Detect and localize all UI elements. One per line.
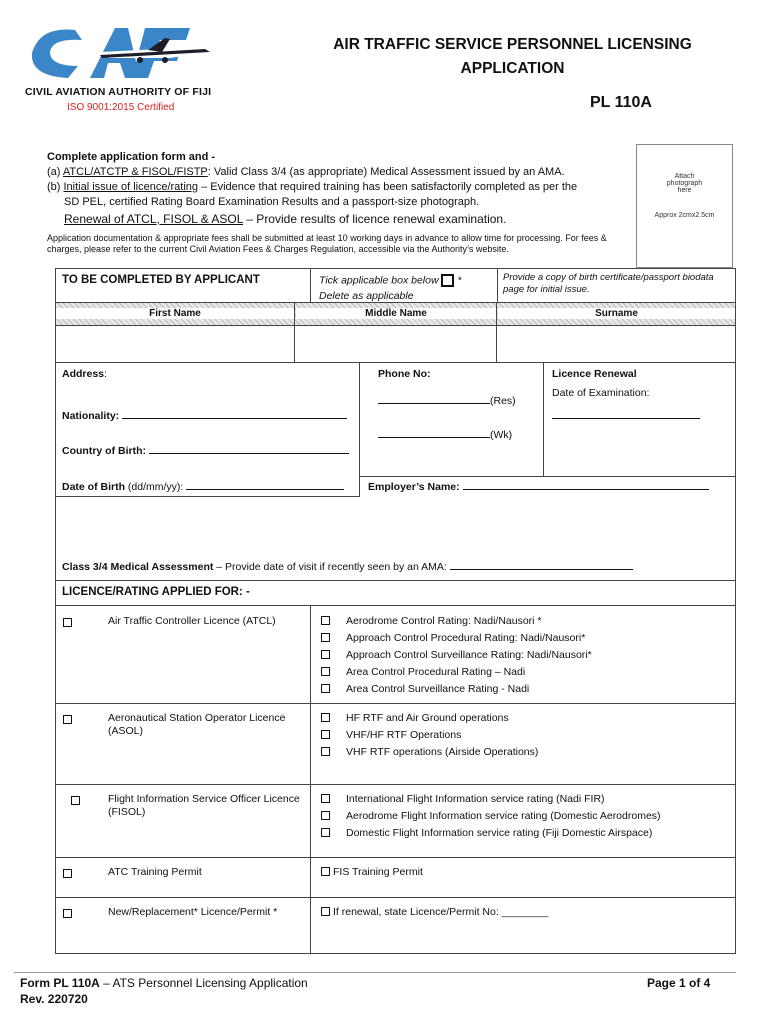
title-line-1: AIR TRAFFIC SERVICE PERSONNEL LICENSING [333, 36, 692, 53]
licence-checkbox[interactable] [63, 618, 72, 627]
rating-checkbox[interactable] [321, 650, 330, 659]
rating-label: FIS Training Permit [333, 866, 423, 878]
licence-name: Flight Information Service Officer Licence (FISOL) [108, 793, 300, 818]
licence-name: Air Traffic Controller Licence (ATCL) [108, 615, 276, 627]
licence-name: New/Replacement* Licence/Permit * [108, 906, 278, 918]
instructions-lead: Complete application form and - [47, 151, 216, 163]
surname-label: Surname [498, 308, 735, 319]
instructions [47, 150, 647, 227]
org-name: CIVIL AVIATION AUTHORITY OF FIJI [25, 86, 212, 98]
rating-label: International Flight Information service rating (Nadi FIR) [346, 793, 605, 805]
rating-label: Aerodrome Control Rating: Nadi/Nausori * [346, 615, 542, 627]
footer-rev: Rev. 220720 [20, 992, 88, 1006]
licence-checkbox[interactable] [63, 715, 72, 724]
rating-checkbox[interactable] [321, 633, 330, 642]
phone-res-input[interactable] [378, 403, 490, 404]
first-name-label: First Name [56, 308, 294, 319]
licence-checkbox[interactable] [63, 909, 72, 918]
rating-label: Area Control Surveillance Rating - Nadi [346, 683, 530, 695]
rating-checkbox[interactable] [321, 828, 330, 837]
rating-checkbox[interactable] [321, 867, 330, 876]
rating-checkbox[interactable] [321, 713, 330, 722]
country-label: Country of Birth: [62, 445, 349, 457]
medical-row: Class 3/4 Medical Assessment – Provide date of visit if recently seen by an AMA: [62, 561, 633, 573]
page-title [290, 33, 735, 81]
rating-checkbox[interactable] [321, 684, 330, 693]
form-number: PL 110A [590, 94, 652, 111]
tick-checkbox[interactable] [441, 274, 454, 287]
title-line-2: APPLICATION [460, 60, 565, 77]
fees-note: Application documentation & appropriate fees shall be submitted at least 10 working days in advance to allow time for processing. For fees & charges, please refer to the current Civil Aviation Fees & Charges Regulation, accessible via the Authority’s website. [47, 233, 607, 254]
nationality-label: Nationality: [62, 410, 347, 422]
rating-checkbox[interactable] [321, 794, 330, 803]
iso-certification: ISO 9001:2015 Certified [67, 102, 175, 113]
middle-name-label: Middle Name [296, 308, 496, 319]
rating-label: If renewal, state Licence/Permit No: ________ [333, 906, 549, 918]
country-input[interactable] [149, 453, 349, 454]
rating-checkbox[interactable] [321, 747, 330, 756]
address-label: Address: [62, 368, 107, 380]
logo [20, 8, 230, 88]
rating-checkbox[interactable] [321, 730, 330, 739]
phone-res: (Res) [378, 395, 516, 407]
delete-note: Delete as applicable [319, 290, 414, 302]
rating-checkbox[interactable] [321, 907, 330, 916]
exam-date-label: Date of Examination: [552, 387, 650, 399]
footer-form: Form PL 110A – ATS Personnel Licensing Application [20, 976, 308, 990]
dob-input[interactable] [186, 489, 344, 490]
first-name-input[interactable] [57, 325, 293, 361]
surname-input[interactable] [498, 325, 734, 361]
phone-wk-input[interactable] [378, 437, 490, 438]
middle-name-input[interactable] [296, 325, 495, 361]
applicant-heading: TO BE COMPLETED BY APPLICANT [62, 274, 260, 286]
tick-instruction: Tick applicable box below * [319, 274, 462, 287]
page-number: Page 1 of 4 [647, 976, 711, 990]
instruction-renewal: Renewal of ATCL, FISOL & ASOL – Provide results of licence renewal examination. [64, 212, 507, 226]
licence-name: Aeronautical Station Operator Licence (ASOL) [108, 712, 286, 737]
rating-checkbox[interactable] [321, 667, 330, 676]
rating-label: Approach Control Procedural Rating: Nadi/Nausori* [346, 632, 586, 644]
rating-label: Domestic Flight Information service rating (Fiji Domestic Airspace) [346, 827, 653, 839]
licence-renewal-label: Licence Renewal [552, 368, 637, 380]
employer-label: Employer’s Name: [368, 481, 709, 493]
birth-note: Provide a copy of birth certificate/passport biodata page for initial issue. [503, 272, 714, 295]
rating-checkbox[interactable] [321, 616, 330, 625]
rating-label: Area Control Procedural Rating – Nadi [346, 666, 526, 678]
licence-heading: LICENCE/RATING APPLIED FOR: - [62, 586, 250, 598]
phone-label: Phone No: [378, 368, 431, 380]
rating-label: Approach Control Surveillance Rating: Nadi/Nausori* [346, 649, 592, 661]
photo-box: Attach photograph here Approx 2cmx2.5cm [636, 144, 733, 268]
employer-input[interactable] [463, 489, 709, 490]
licence-name: ATC Training Permit [108, 866, 202, 878]
phone-wk: (Wk) [378, 429, 512, 441]
medical-date-input[interactable] [450, 569, 633, 570]
dob-label: Date of Birth (dd/mm/yy): [62, 481, 344, 493]
instruction-a: (a) ATCL/ATCTP & FISOL/FISTP: Valid Class 3/4 (as appropriate) Medical Assessment issued by an AMA. [47, 166, 565, 178]
instruction-b-cont: SD PEL, certified Rating Board Examination Results and a passport-size photograph. [64, 196, 480, 208]
instruction-b: (b) Initial issue of licence/rating – Evidence that required training has been satisfactorily completed as per the [47, 181, 578, 193]
rating-label: VHF/HF RTF Operations [346, 729, 462, 741]
rating-label: VHF RTF operations (Airside Operations) [346, 746, 539, 758]
licence-checkbox[interactable] [71, 796, 80, 805]
licence-checkbox[interactable] [63, 869, 72, 878]
caaf-logo-graphic [20, 8, 230, 88]
exam-date-input[interactable] [552, 418, 700, 419]
nationality-input[interactable] [122, 418, 347, 419]
rating-label: HF RTF and Air Ground operations [346, 712, 509, 724]
rating-checkbox[interactable] [321, 811, 330, 820]
rating-label: Aerodrome Flight Information service rating (Domestic Aerodromes) [346, 810, 661, 822]
